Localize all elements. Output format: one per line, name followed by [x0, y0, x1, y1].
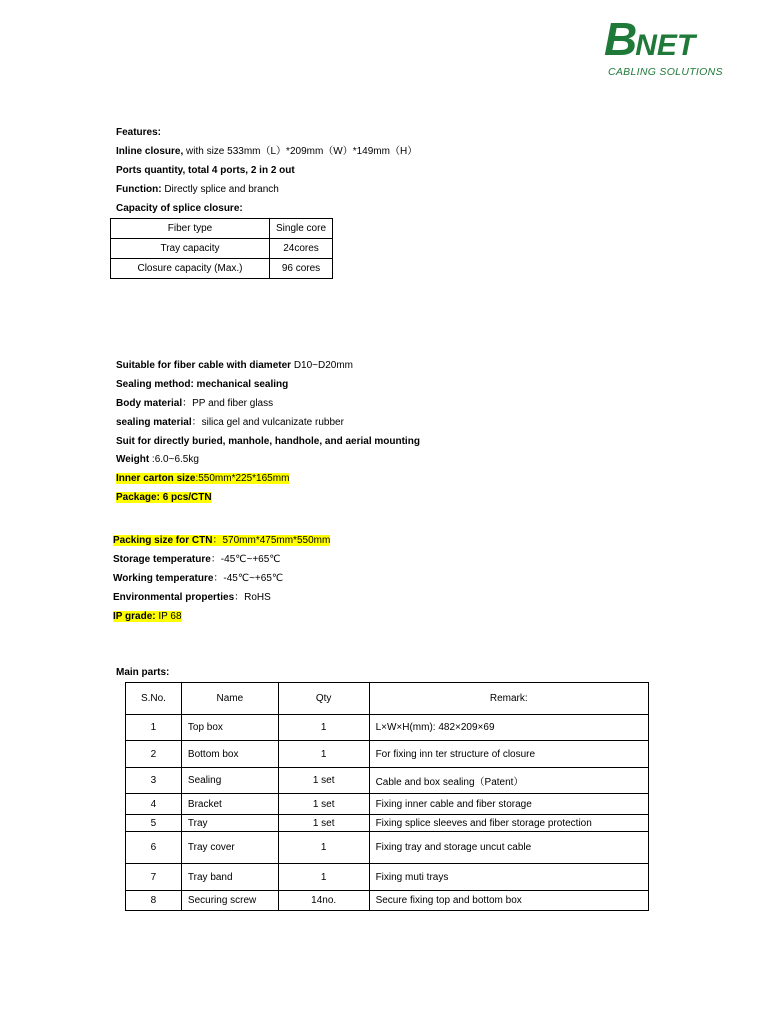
parts-cell: Fixing inner cable and fiber storage [369, 794, 648, 815]
body-material-line: Body material：PP and fiber glass [116, 398, 274, 409]
parts-cell: 3 [126, 768, 182, 794]
capacity-cell: 24cores [270, 239, 333, 259]
capacity-cell: Tray capacity [111, 239, 270, 259]
parts-cell: 1 [278, 741, 369, 768]
table-row [126, 715, 649, 741]
parts-cell: L×W×H(mm): 482×209×69 [369, 715, 648, 741]
capacity-cell: 96 cores [270, 259, 333, 279]
weight-line: Weight :6.0~6.5kg [116, 454, 199, 465]
parts-cell: 1 set [278, 794, 369, 815]
working-temp-line: Working temperature：-45℃~+65℃ [113, 573, 284, 584]
parts-cell: Sealing [181, 768, 278, 794]
inner-carton-line: Inner carton size:550mm*225*165mm [116, 473, 290, 484]
table-row [126, 864, 649, 891]
table-row [126, 891, 649, 911]
main-parts-table [125, 682, 649, 911]
parts-cell: Bottom box [181, 741, 278, 768]
parts-cell: 8 [126, 891, 182, 911]
parts-cell: Tray band [181, 864, 278, 891]
parts-cell: 6 [126, 832, 182, 864]
parts-cell: 4 [126, 794, 182, 815]
diameter-line: Suitable for fiber cable with diameter D10~D20mm [116, 360, 354, 371]
capacity-row [111, 259, 333, 279]
parts-cell: Securing screw [181, 891, 278, 911]
parts-cell: Tray [181, 815, 278, 832]
main-parts-heading: Main parts: [116, 667, 170, 678]
parts-cell: Fixing tray and storage uncut cable [369, 832, 648, 864]
table-row [126, 768, 649, 794]
parts-cell: 7 [126, 864, 182, 891]
capacity-cell: Single core [270, 219, 333, 239]
parts-header-cell: Remark: [369, 683, 648, 715]
parts-cell: 14no. [278, 891, 369, 911]
parts-cell: 1 [278, 864, 369, 891]
table-row [126, 832, 649, 864]
capacity-table [110, 218, 333, 279]
capacity-row [111, 239, 333, 259]
parts-cell: For fixing inn ter structure of closure [369, 741, 648, 768]
parts-cell: 1 set [278, 768, 369, 794]
capacity-row [111, 219, 333, 239]
ports-line: Ports quantity, total 4 ports, 2 in 2 out [116, 165, 295, 176]
table-row [126, 815, 649, 832]
parts-cell: Cable and box sealing（Patent） [369, 768, 648, 794]
parts-cell: Fixing splice sleeves and fiber storage protection [369, 815, 648, 832]
capacity-cell: Fiber type [111, 219, 270, 239]
sealing-method-line: Sealing method: mechanical sealing [116, 379, 289, 390]
parts-cell: Top box [181, 715, 278, 741]
parts-cell: Fixing muti trays [369, 864, 648, 891]
environment-line: Environmental properties：RoHS [113, 592, 271, 603]
package-line: Package: 6 pcs/CTN [116, 492, 212, 503]
sealing-material-line: sealing material：silica gel and vulcanizate rubber [116, 417, 344, 428]
table-row [126, 741, 649, 768]
parts-header-cell: S.No. [126, 683, 182, 715]
parts-cell: 1 [278, 832, 369, 864]
function-line: Function: Directly splice and branch [116, 184, 279, 195]
parts-header-cell: Qty [278, 683, 369, 715]
parts-cell: 1 set [278, 815, 369, 832]
features-heading: Features: [116, 127, 162, 138]
parts-cell: Tray cover [181, 832, 278, 864]
packing-size-line: Packing size for CTN：570mm*475mm*550mm [113, 535, 331, 546]
parts-cell: 5 [126, 815, 182, 832]
storage-temp-line: Storage temperature：-45℃~+65℃ [113, 554, 281, 565]
parts-cell: 2 [126, 741, 182, 768]
parts-cell: 1 [278, 715, 369, 741]
parts-cell: Bracket [181, 794, 278, 815]
logo-mark: BNET [604, 13, 696, 65]
parts-cell: 1 [126, 715, 182, 741]
company-logo [600, 14, 750, 80]
mounting-line: Suit for directly buried, manhole, handhole, and aerial mounting [116, 436, 420, 447]
capacity-cell: Closure capacity (Max.) [111, 259, 270, 279]
logo-tagline: CABLING SOLUTIONS [608, 66, 723, 78]
parts-header-row [126, 683, 649, 715]
capacity-heading: Capacity of splice closure: [116, 203, 243, 214]
parts-header-cell: Name [181, 683, 278, 715]
inline-closure-line: Inline closure, with size 533mm（L）*209mm（W）*149mm（H） [116, 146, 418, 157]
table-row [126, 794, 649, 815]
parts-cell: Secure fixing top and bottom box [369, 891, 648, 911]
ip-grade-line: IP grade: IP 68 [113, 611, 182, 622]
